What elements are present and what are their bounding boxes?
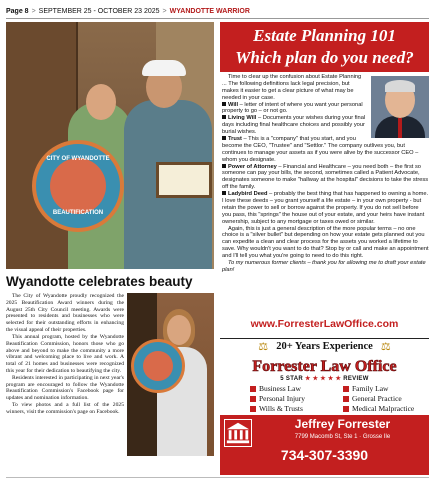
website-link[interactable]: www.ForresterLawOffice.com <box>250 318 399 330</box>
term-name: Ladybird Deed <box>228 191 268 198</box>
courthouse-icon-graphic <box>225 420 251 446</box>
beauty-paragraph: To view photos and a full list of the 2025 winners, visit the commission's page on Facebook. <box>6 402 124 415</box>
practice-area-item <box>250 394 337 403</box>
award-winner-photo-2 <box>127 293 214 456</box>
practice-areas <box>250 384 430 413</box>
beauty-paragraph: The City of Wyandotte proudly recognized the 2025 Beautification Award winners during the August 25th City Council meeting. Awards were presented to residents and businesses who were selected for their outstanding efforts in enhancing the visual appeal of their properties. <box>6 293 124 334</box>
logo-text: Forrester Law Office <box>252 358 397 374</box>
practice-area-item <box>250 384 337 393</box>
header-separator: > <box>31 7 36 15</box>
review-label: 5 STAR <box>280 376 303 382</box>
star-rating-icons: ★ ★ ★ ★ ★ <box>304 376 342 382</box>
header-divider <box>6 18 429 19</box>
page-number: Page 8 <box>6 7 29 15</box>
scales-of-justice-icon: ⚖ <box>258 340 269 353</box>
estate-intro: Time to clear up the confusion about Estate Planning ... The following definitions lack legal precision, but makes it easier to get a clear picture of what may be needed in your case. <box>222 74 362 101</box>
bullet-square-icon <box>250 386 256 392</box>
contact-banner <box>220 415 429 475</box>
term-name: Power of Attorney <box>228 163 277 170</box>
photo-certificate <box>156 162 212 198</box>
term-text: – Documents your wishes during your final days including final healthcare choices and possibly your burial wishes. <box>222 115 366 136</box>
photo-cap <box>142 60 186 76</box>
law-office-logo <box>222 356 427 374</box>
practice-area-item <box>250 404 337 413</box>
bullet-icon <box>222 164 226 168</box>
law-office-logo-wordmark <box>222 356 427 374</box>
bottom-divider <box>6 477 429 478</box>
bullet-icon <box>222 102 226 106</box>
award-winners-photo <box>6 22 214 269</box>
attorney-portrait <box>371 76 429 138</box>
estate-title: Estate Planning 101 <box>253 26 396 45</box>
bullet-icon <box>222 136 226 140</box>
practice-area-item <box>343 394 430 403</box>
estate-subtitle: Which plan do you need? <box>235 48 414 67</box>
practice-area-label: Family Law <box>352 384 389 393</box>
portrait-tie <box>398 118 402 138</box>
beauty-article <box>6 293 124 416</box>
estate-body <box>222 74 429 274</box>
practice-area-item <box>343 404 430 413</box>
estate-term <box>222 136 429 164</box>
estate-term <box>222 191 429 225</box>
practice-area-label: Medical Malpractice <box>352 404 415 413</box>
header-separator-2: > <box>162 7 167 15</box>
beauty-paragraph: Residents interested in participating in next year's program are encouraged to follow the Wyandotte Beautification Commission's Facebook page for updates and nomination information. <box>6 374 124 402</box>
section-name: WYANDOTTE WARRIOR <box>169 7 250 15</box>
award-text-bottom: BEAUTIFICATION <box>52 210 104 216</box>
review-suffix: REVIEW <box>343 376 369 382</box>
term-text: – Financial and Healthcare – you need both – the first so someone can pay your bills, the second, sometimes called a Patient Advocate, designates someone to make "hallway at the hospital" decisions to take the stress off the family. <box>222 163 429 191</box>
issue-dates: SEPTEMBER 25 - OCTOBER 23 2025 <box>38 7 160 15</box>
estate-closing: Again, this is just a general description of the more popular terms – no one choice is a "silver bullet" but depending on how your estate gets planned out you can expedite a clean and clear process for the assets you worked a lifetime to save. Why wouldn't you want to do that? Stop by or call and make an appointment and I'll tell you what you're going to need to do this right. <box>222 225 429 260</box>
beauty-headline: Wyandotte celebrates beauty <box>6 274 193 289</box>
term-text: – letter of intent of where you want your personal property to go – or not go. <box>222 101 363 115</box>
bullet-square-icon <box>343 396 349 402</box>
term-text: – This is a "company" that you start, and you become the CEO, "Trustee" and "Settlor." The company outlives you, but continues to manage your assets as if you were alive by the successor CEO – whom you designate. <box>222 136 419 163</box>
estate-term <box>222 164 429 192</box>
term-name: Trust <box>228 136 242 143</box>
estate-tagline: To my numerous former clients – thank you for allowing me to draft your estate plan! <box>222 260 426 273</box>
attorney-name: Jeffrey Forrester <box>294 417 391 431</box>
bullet-icon <box>222 191 226 195</box>
page-header <box>6 3 429 19</box>
award-emblem-2 <box>143 351 173 381</box>
review-rating <box>220 375 429 382</box>
beautification-award-sign-2 <box>131 339 185 393</box>
term-name: Will <box>228 101 239 108</box>
beautification-award-sign <box>32 140 124 232</box>
beauty-paragraph: This annual program, hosted by the Wyandotte Beautification Commission, honors those who go above and beyond to make the community a more vibrant and welcoming place to live and work. A total of 21 homes and businesses were recognized this year for their dedication to beautifying the city. <box>6 333 124 374</box>
practice-area-label: General Practice <box>352 394 402 403</box>
photo-face <box>167 315 191 345</box>
term-text: – probably the best thing that has happened to owning a home. I love these deeds – you grant yourself a life estate – in your own property - but retain the power to sell or borrow against the property. If you do not sell before you pass, this "springs" the house out of your estate, and your heirs have instant ownership, subject to any mortgage or taxes owed or similar. <box>222 191 429 225</box>
scales-of-justice-icon: ⚖ <box>380 340 391 353</box>
estate-title-banner <box>220 22 429 72</box>
practice-area-label: Personal Injury <box>259 394 306 403</box>
term-name: Living Will <box>228 115 257 122</box>
courthouse-icon <box>224 419 252 447</box>
award-text-top: CITY OF WYANDOTTE <box>46 156 110 162</box>
practice-area-item <box>343 384 430 393</box>
office-address: 7799 Macomb St, Ste 1 · Grosse Ile <box>294 434 391 440</box>
portrait-hair <box>385 80 415 92</box>
experience-text: 20+ Years Experience <box>276 341 373 352</box>
photo-face-left <box>86 84 116 120</box>
experience-band <box>220 338 429 354</box>
bullet-square-icon <box>343 386 349 392</box>
practice-area-label: Business Law <box>259 384 301 393</box>
bullet-square-icon <box>343 406 349 412</box>
bullet-square-icon <box>250 396 256 402</box>
bullet-icon <box>222 115 226 119</box>
practice-area-label: Wills & Trusts <box>259 404 303 413</box>
award-emblem <box>50 158 106 214</box>
phone-number[interactable]: 734-307-3390 <box>280 447 369 463</box>
bullet-square-icon <box>250 406 256 412</box>
